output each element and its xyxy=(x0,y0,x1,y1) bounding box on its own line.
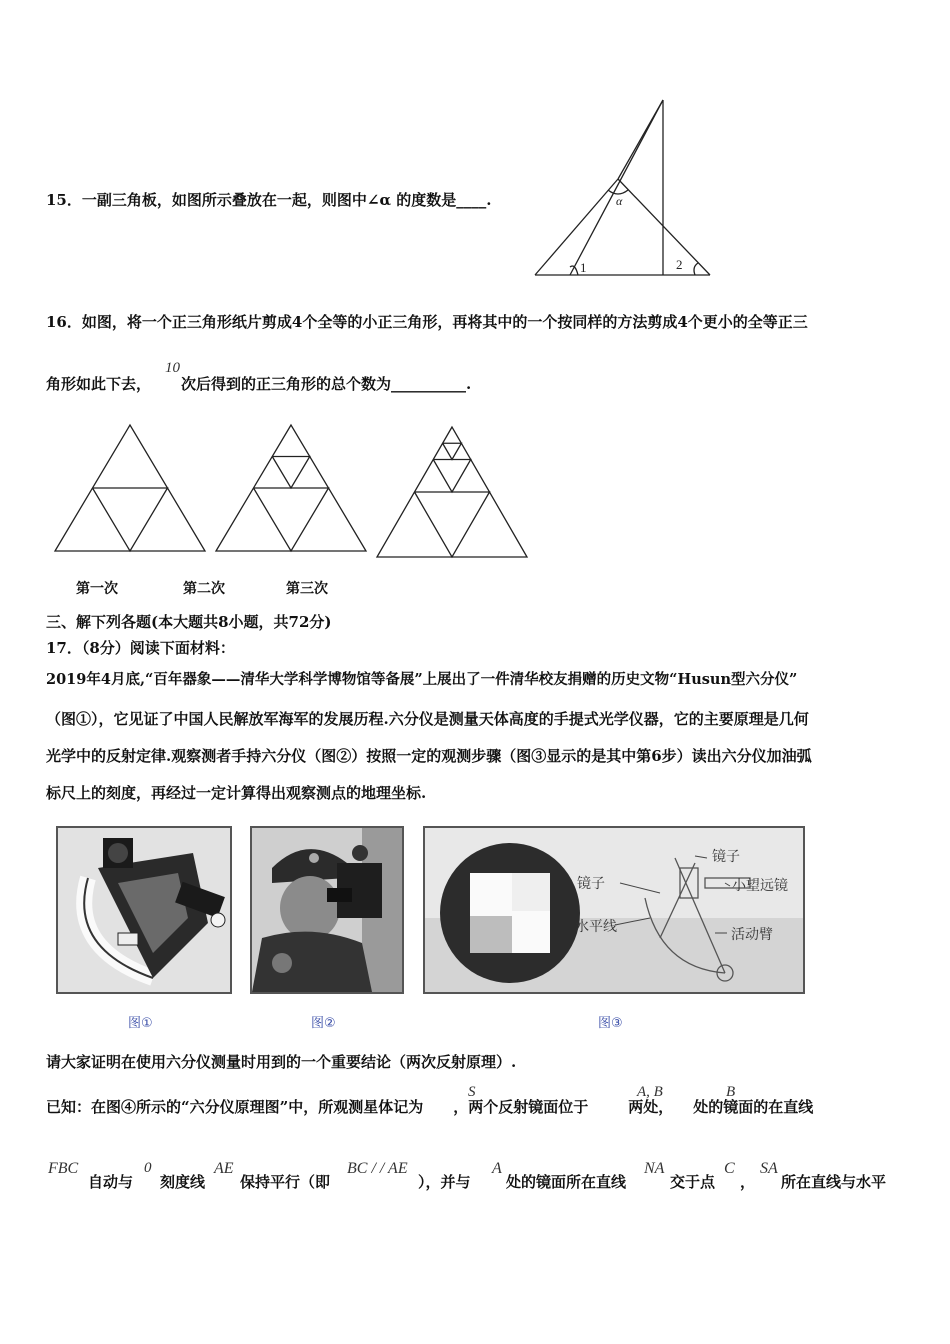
known-text-b: ，两个反射镜面位于 xyxy=(453,1098,589,1116)
l2-text-h: 所在直线与水平 xyxy=(781,1173,887,1191)
l2-text-a: 自动与 xyxy=(88,1173,134,1191)
l2-text-b: 刻度线 xyxy=(160,1173,206,1191)
l2-text-f: 交于点 xyxy=(670,1173,716,1191)
q16-line2 xyxy=(46,374,471,394)
known-var-B: B xyxy=(726,1084,736,1100)
fig3-label-horizon: 水平线 xyxy=(575,919,617,935)
q16-triangle-step2 xyxy=(213,422,369,554)
fig3-label-telescope: 小望远镜 xyxy=(732,878,788,894)
q16-line2-a: 角形如此下去， xyxy=(46,375,152,393)
known-text-d: 处的镜面的在直线 xyxy=(693,1098,814,1116)
l2-text-g: ， xyxy=(740,1173,756,1191)
var-AE: AE xyxy=(214,1160,234,1177)
q15-text xyxy=(46,190,491,210)
q17-para3: 光学中的反射定律.观察测者手持六分仪（图②）按照一定的观测步骤（图③显示的是其中第6步）读出六分仪加油弧 xyxy=(46,747,812,765)
q17-para1: 2019年4月底,“百年器象——清华大学科学博物馆等备展”上展出了一件清华校友捐赠的历史文物“Husun型六分仪” xyxy=(46,671,798,688)
q17-number: 17． xyxy=(46,639,82,657)
l2-text-d: ），并与 xyxy=(418,1173,471,1191)
figure3-caption: 图③ xyxy=(598,1016,623,1031)
q17-para2: （图①），它见证了中国人民解放军海军的发展历程.六分仪是测量天体高度的手提式光学仪器，它的主要原理是几何 xyxy=(46,710,809,728)
caption-step2: 第二次 xyxy=(183,581,225,597)
figure3-step6-diagram xyxy=(423,826,805,994)
q15-body: 一副三角板，如图所示叠放在一起，则图中∠α 的度数是____. xyxy=(81,191,492,209)
var-zero: 0 xyxy=(144,1160,152,1176)
figure1-sextant-photo xyxy=(56,826,232,994)
var-A: A xyxy=(492,1160,502,1177)
var-SA: SA xyxy=(760,1160,778,1177)
fig3-label-mirror-left: 镜子 xyxy=(577,876,605,892)
q17-para4: 标尺上的刻度，再经过一定计算得出观察测点的地理坐标. xyxy=(46,784,427,802)
fig3-label-arm: 活动臂 xyxy=(731,927,773,943)
q17-known-line1 xyxy=(46,1097,813,1117)
known-text-c: 两处， xyxy=(628,1098,674,1116)
l2-text-e: 处的镜面所在直线 xyxy=(506,1173,627,1191)
caption-step3: 第三次 xyxy=(286,581,328,597)
figure2-caption: 图② xyxy=(311,1016,336,1031)
known-text-a: 已知：在图④所示的“六分仪原理图”中，所观测星体记为 xyxy=(46,1098,424,1116)
q16-line1-text: 如图，将一个正三角形纸片剪成4个全等的小正三角形，再将其中的一个按同样的方法剪成4个更小的全等正三 xyxy=(81,313,808,331)
fig3-label-mirror-top: 镜子 xyxy=(712,849,740,865)
var-FBC: FBC xyxy=(48,1160,79,1177)
known-var-S: S xyxy=(468,1084,476,1100)
figure1-caption: 图① xyxy=(128,1016,153,1031)
q16-number: 16． xyxy=(46,313,82,331)
alpha-label: α xyxy=(616,194,623,208)
q17-title xyxy=(46,638,235,658)
q15-number: 15． xyxy=(46,191,82,209)
q16-triangle-step3 xyxy=(374,424,530,560)
l2-text-c: 保持平行（即 xyxy=(240,1173,331,1191)
q17-prove: 请大家证明在使用六分仪测量时用到的一个重要结论（两次反射原理）. xyxy=(46,1053,517,1071)
q16-line2-b: 次后得到的正三角形的总个数为__________. xyxy=(181,375,472,393)
var-C: C xyxy=(724,1160,735,1177)
q16-superscript-10: 10 xyxy=(165,360,180,376)
angle-1-label: 1 xyxy=(580,260,587,275)
section3-heading: 三、解下列各题(本大题共8小题，共72分) xyxy=(46,613,332,631)
q15-triangle-figure xyxy=(530,95,715,280)
var-BC-parallel-AE: BC / / AE xyxy=(347,1160,408,1177)
var-NA: NA xyxy=(644,1160,665,1177)
known-var-AB: A, B xyxy=(637,1084,663,1100)
q16-triangle-step1 xyxy=(52,422,208,554)
caption-step1: 第一次 xyxy=(76,581,118,597)
angle-2-label: 2 xyxy=(676,257,683,272)
q16-line1 xyxy=(46,312,808,332)
figure2-observer-photo xyxy=(250,826,404,994)
q17-title-text: （8分）阅读下面材料： xyxy=(81,639,235,657)
